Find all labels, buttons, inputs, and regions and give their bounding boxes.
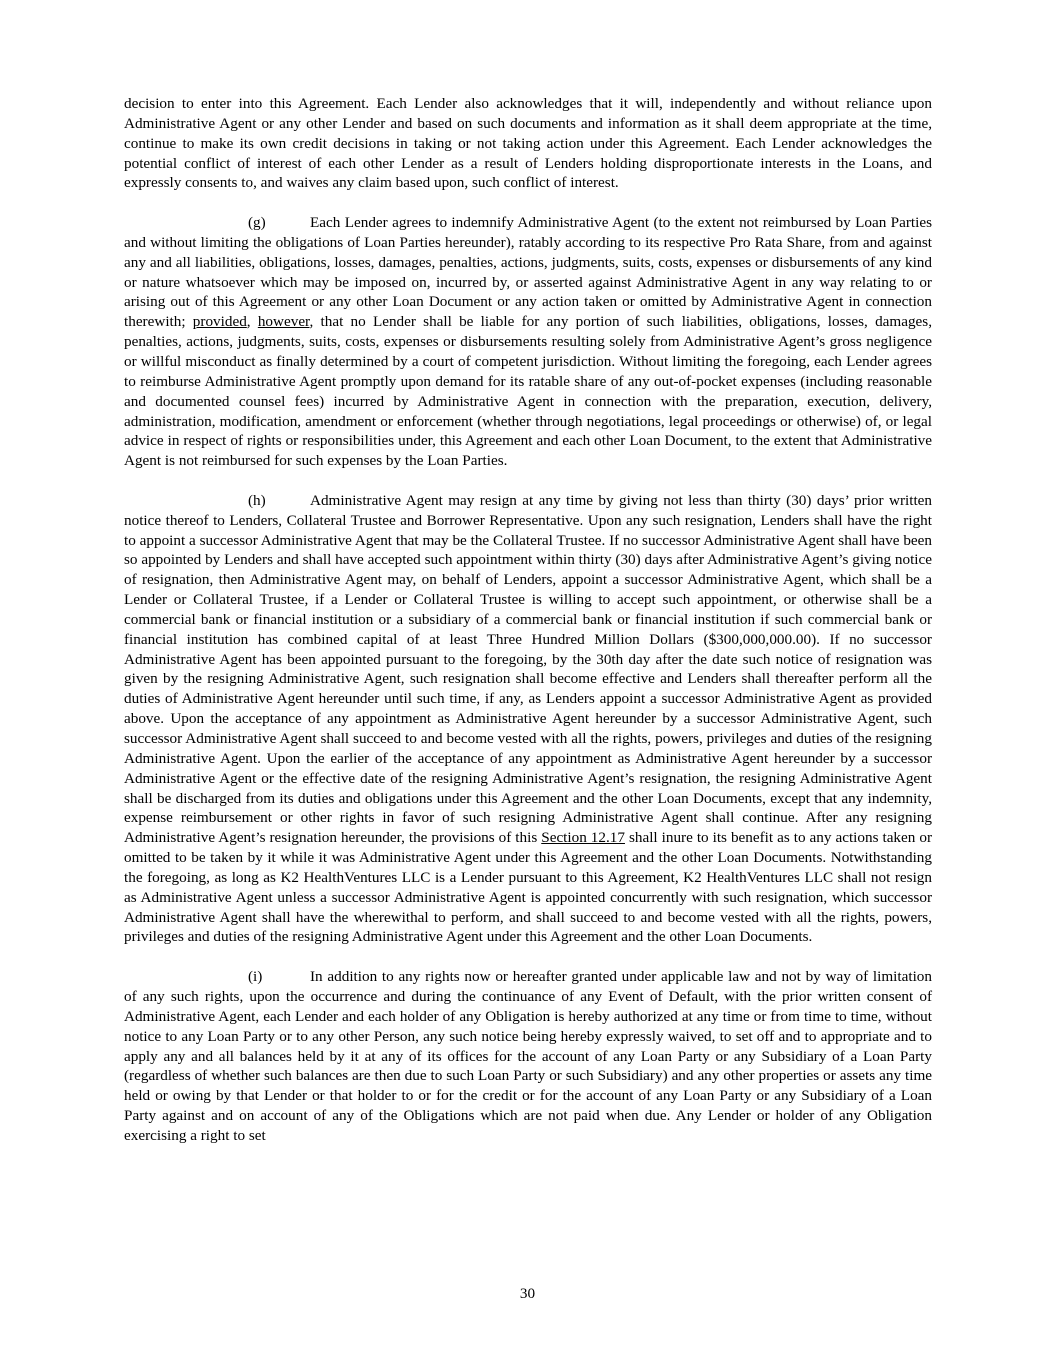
body-text bbox=[124, 94, 932, 1166]
comma: , bbox=[246, 313, 258, 331]
paragraph-g bbox=[124, 213, 932, 471]
paragraph-i-label: (i) bbox=[248, 968, 263, 986]
page-number: 30 bbox=[519, 1285, 536, 1302]
paragraph-h-text-1: Administrative Agent may resign at any time by giving not less than thirty (30) days’ prior written notice thereof to Lenders, Collateral Trustee and Borrower Representative. Upon any such resignation, Lenders shall have the right to appoint a successor Administrative Agent that may be the Collateral Trustee. If no successor Administrative Agent shall have been so appointed by Lenders and shall have accepted such appointment within thirty (30) days after Administrative Agent’s giving notice of resignation, then Administrative Agent may, on behalf of Lenders, appoint a successor Administrative Agent, which shall be a Lender or Collateral Trustee, if a Lender or Collateral Trustee is willing to accept such appointment, or otherwise shall be a commercial bank or financial institution or a subsidiary of a commercial bank or financial institution if such commercial bank or financial institution has combined capital of at least Three Hundred Million Dollars ($300,000,000.00). If no successor Administrative Agent has been appointed pursuant to the foregoing, by the 30th day after the date such notice of resignation was given by the resigning Administrative Agent, such resignation shall become effective and Lenders shall thereafter perform all the duties of Administrative Agent hereunder until such time, if any, as Lenders appoint a successor Administrative Agent as provided above. Upon the acceptance of any appointment as Administrative Agent hereunder by a successor Administrative Agent, such successor Administrative Agent shall succeed to and become vested with all the rights, powers, privileges and duties of the resigning Administrative Agent. Upon the earlier of the acceptance of any appointment as Administrative Agent hereunder by a successor Administrative Agent or the effective date of the resigning Administrative Agent’s resignation, the resigning Administrative Agent shall be discharged from its duties and obligations under this Agreement and the other Loan Documents, except that any indemnity, expense reimbursement or other rights in favor of such resigning Administrative Agent shall continue. After any resigning Administrative Agent’s resignation hereunder, the provisions of this bbox=[124, 491, 932, 847]
paragraph-h bbox=[124, 491, 932, 947]
provided-term: provided bbox=[192, 313, 247, 331]
paragraph-h-text-2: shall inure to its benefit as to any actions taken or omitted to be taken by it while it was Administrative Agent under this Agreement and the other Loan Documents. Notwithstanding the foregoing, as long as K2 HealthVentures LLC is a Lender pursuant to this Agreement, K2 HealthVentures LLC shall not resign as Administrative Agent unless a successor Administrative Agent is appointed concurrently with such resignation, which successor Administrative Agent shall have the wherewithal to perform, and shall succeed to and become vested with all the rights, powers, privileges and duties of the resigning Administrative Agent under this Agreement and the other Loan Documents. bbox=[124, 829, 933, 946]
paragraph-h-label: (h) bbox=[248, 491, 266, 509]
paragraph-g-label: (g) bbox=[248, 214, 266, 232]
paragraph-g-text-1: Each Lender agrees to indemnify Administrative Agent (to the extent not reimbursed by Loan Parties and without limiting the obligations of Loan Parties hereunder), ratably according to its respective Pro Rata Share, from and against any and all liabilities, obligations, losses, damages, penalties, actions, judgments, suits, costs, expenses or disbursements of any kind or nature whatsoever which may be imposed on, incurred by, or asserted against Administrative Agent in any way relating to or arising out of this Agreement or any other Loan Document or any action taken or omitted by Administrative Agent in connection therewith; bbox=[124, 214, 932, 331]
paragraph-f-continued bbox=[124, 94, 932, 193]
however-term: however bbox=[257, 313, 310, 331]
paragraph-i bbox=[124, 967, 932, 1146]
paragraph-f-text: decision to enter into this Agreement. Each Lender also acknowledges that it will, independently and without reliance upon Administrative Agent or any other Lender and based on such documents and information as it shall deem appropriate at the time, continue to make its own credit decisions in taking or not taking action under this Agreement. Each Lender acknowledges the potential conflict of interest of each other Lender as a result of Lenders holding disproportionate interests in the Loans, and expressly consents to, and waives any claim based upon, such conflict of interest. bbox=[124, 95, 932, 192]
paragraph-g-text-2: , that no Lender shall be liable for any portion of such liabilities, obligations, losses, damages, penalties, actions, judgments, suits, costs, expenses or disbursements resulting solely from Administrative Agent’s gross negligence or willful misconduct as finally determined by a court of competent jurisdiction. Without limiting the foregoing, each Lender agrees to reimburse Administrative Agent promptly upon demand for its ratable share of any out-of-pocket expenses (including reasonable and documented counsel fees) incurred by Administrative Agent in connection with the preparation, execution, delivery, administration, modification, amendment or enforcement (whether through negotiations, legal proceedings or otherwise) of, or legal advice in respect of rights or responsibilities under, this Agreement and each other Loan Document, to the extent that Administrative Agent is not reimbursed for such expenses by the Loan Parties. bbox=[124, 313, 932, 470]
section-reference-link[interactable]: Section 12.17 bbox=[541, 829, 625, 847]
paragraph-i-text: In addition to any rights now or hereafter granted under applicable law and not by way of limitation of any such rights, upon the occurrence and during the continuance of any Event of Default, with the prior written consent of Administrative Agent, each Lender and each holder of any Obligation is hereby authorized at any time or from time to time, without notice to any Loan Party or to any other Person, any such notice being hereby expressly waived, to set off and to appropriate and to apply any and all balances held by it at any of its offices for the account of any Loan Party or any Subsidiary of a Loan Party (regardless of whether such balances are then due to such Loan Party or such Subsidiary) and any other properties or assets any time held or owing by that Lender or that holder to or for the credit or for the account of any Loan Party or any Subsidiary of a Loan Party against and on account of any of the Obligations which are not paid when due. Any Lender or holder of any Obligation exercising a right to set bbox=[124, 968, 932, 1144]
